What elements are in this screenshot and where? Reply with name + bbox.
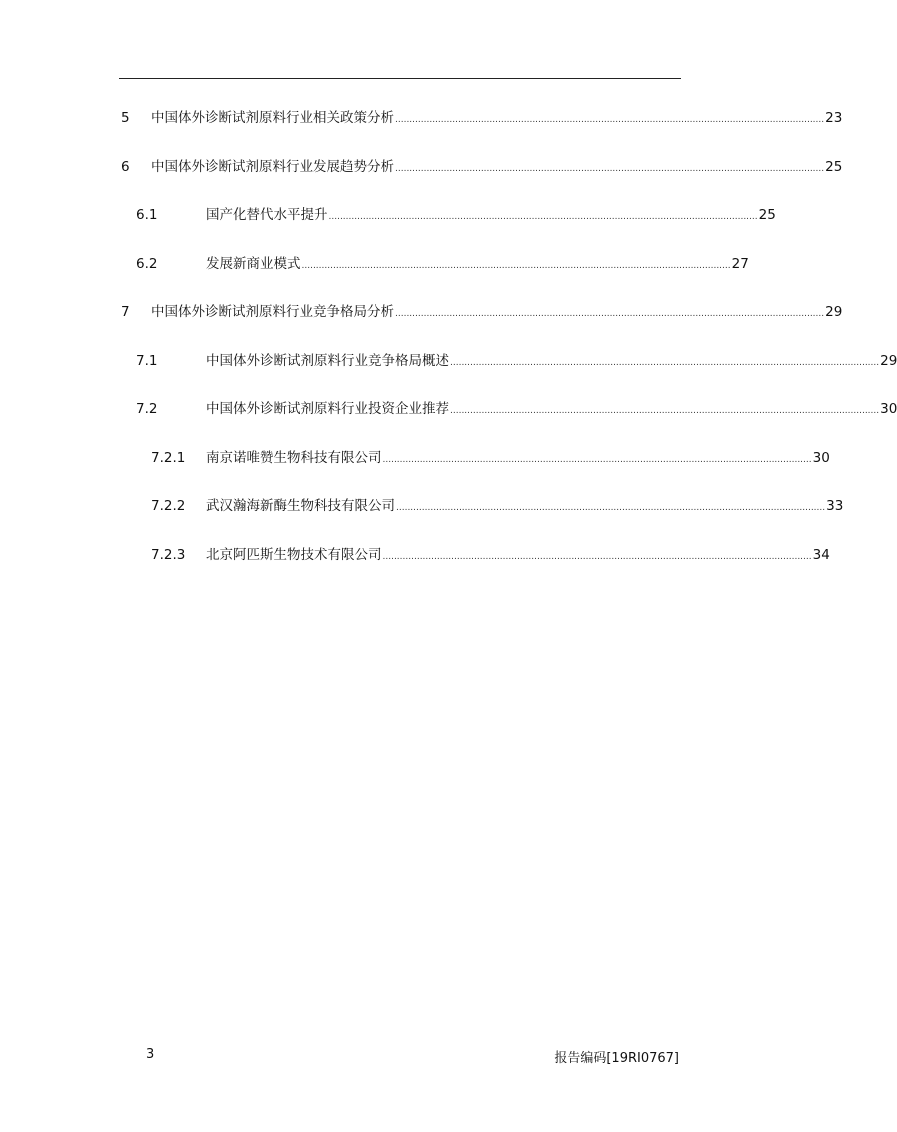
toc-entry-title: 中国体外诊断试剂原料行业竞争格局分析 [151,304,394,320]
footer-report-code: 报告编码[19RI0767] [554,1051,679,1066]
toc-entry[interactable] [0,398,897,420]
header-rule [119,78,681,79]
toc-entry-title: 国产化替代水平提升 [206,207,328,223]
toc-entry[interactable] [0,544,830,566]
toc-leader-dots: ...................................................................................................................................................... [395,115,825,125]
toc-leader-dots: ...................................................................................................................................................... [396,503,826,513]
toc-entry-page: 29 [825,304,843,320]
toc-entry-title: 中国体外诊断试剂原料行业竞争格局概述 [206,353,449,369]
toc-leader-dots: ...................................................................................................................................................... [450,358,880,368]
toc-entry-number: 7.2 [136,401,158,417]
toc-entry-title: 南京诺唯赞生物科技有限公司 [206,450,382,466]
toc-entry-number: 7 [121,304,130,320]
toc-entry[interactable] [0,156,843,178]
toc-entry[interactable] [0,107,843,129]
toc-entry-title: 发展新商业模式 [206,256,301,272]
toc-entry[interactable] [0,301,843,323]
toc-entry[interactable] [0,350,897,372]
toc-entry-number: 7.2.1 [151,450,186,466]
toc-entry-title: 中国体外诊断试剂原料行业发展趋势分析 [151,159,394,175]
toc-entry-number: 6.2 [136,256,158,272]
toc-entry[interactable] [0,204,800,226]
toc-entry-number: 6.1 [136,207,158,223]
toc-entry-page: 34 [812,547,830,563]
toc-leader-dots: ...................................................................................................................................................... [328,212,758,222]
toc-leader-dots: ...................................................................................................................................................... [382,455,812,465]
toc-entry[interactable] [0,495,844,517]
toc-entry-number: 5 [121,110,130,126]
toc-leader-dots: ...................................................................................................................................................... [395,309,825,319]
toc-entry-page: 25 [758,207,776,223]
toc-entry-page: 23 [825,110,843,126]
toc-entry-number: 7.2.2 [151,498,186,514]
toc-entry-page: 33 [826,498,844,514]
toc-entry-page: 25 [825,159,843,175]
toc-entry-number: 7.1 [136,353,158,369]
toc-entry-title: 中国体外诊断试剂原料行业相关政策分析 [151,110,394,126]
toc-entry-title: 北京阿匹斯生物技术有限公司 [206,547,382,563]
toc-leader-dots: ...................................................................................................................................................... [382,552,812,562]
toc-entry[interactable] [0,447,830,469]
toc-entry[interactable] [0,253,800,275]
footer-page-number: 3 [146,1047,155,1062]
toc-leader-dots: ...................................................................................................................................................... [395,164,825,174]
toc-entry-number: 7.2.3 [151,547,186,563]
toc-leader-dots: ...................................................................................................................................................... [301,261,731,271]
toc-entry-page: 27 [731,256,749,272]
toc-entry-number: 6 [121,159,130,175]
toc-entry-page: 30 [880,401,897,417]
toc-entry-title: 武汉瀚海新酶生物科技有限公司 [206,498,395,514]
toc-entry-page: 29 [880,353,897,369]
toc-entry-page: 30 [812,450,830,466]
toc-entry-title: 中国体外诊断试剂原料行业投资企业推荐 [206,401,449,417]
toc-leader-dots: ...................................................................................................................................................... [450,406,880,416]
